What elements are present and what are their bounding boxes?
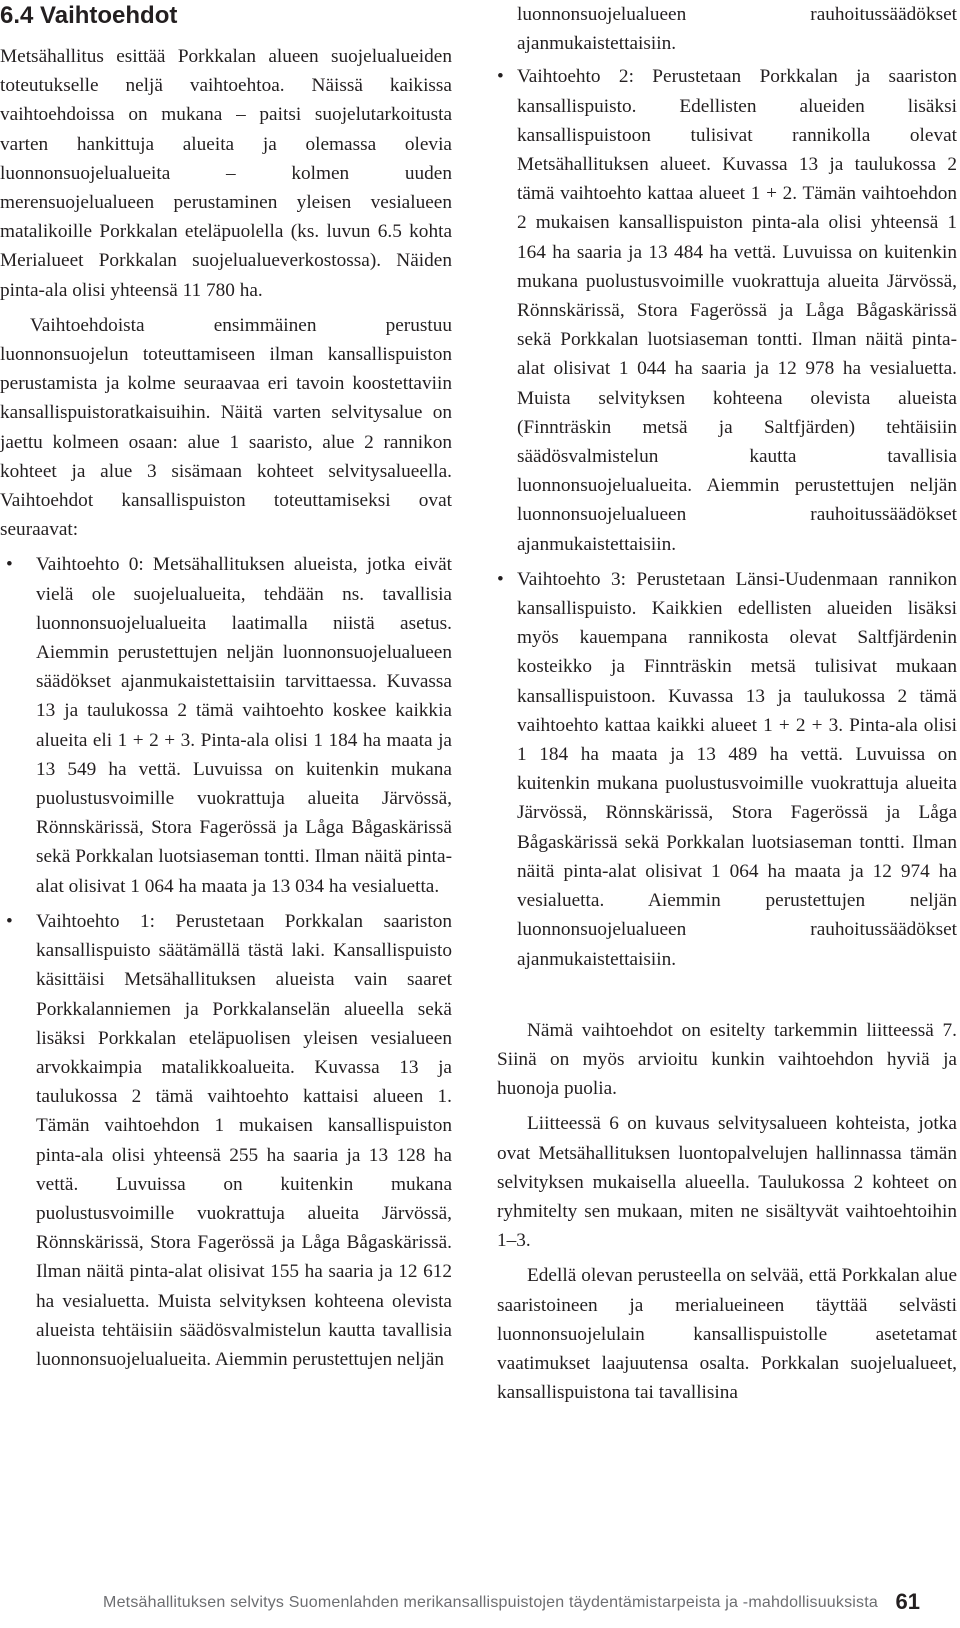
option-3-text: Vaihtoehto 3: Perustetaan Länsi-Uudenmaan rannikon kansallispuisto. Kaikkien edellisten alueiden lisäksi myös kauempana rannikosta olevat Saltfjärdenin kosteikko ja Finnträskin metsä tulisivat mukaan kansallispuistoon. Kuvassa 13 ja taulukossa 2 tämä vaihtoehto kattaa kaikki alueet 1 + 2 + 3. Pinta-ala olisi 1 184 ha maata ja 13 489 ha vettä. Luvuissa on kuitenkin mukana puolustusvoimille vuokrattuja alueita Järvössä, Rönnskärissä, Stora Fagerössä ja Låga Bågaskärissä sekä Porkkalan luotsiaseman tontti. Ilman näitä pinta-alat olisivat 1 064 ha maata ja 12 974 ha vesialuetta. Aiemmin perustettujen neljän luonnonsuojelualueen rauhoitussäädökset ajanmukaistettaisiin. bbox=[517, 568, 957, 970]
paragraph-conclusion: Edellä olevan perusteella on selvää, että Porkkalan alue saaristoineen ja merialueineen täyttää selvästi luonnonsuojelulain kansallispuistolle asetetamat vaatimukset laajuutensa osalta. Porkkalan suojelualueet, kansallispuistona tai tavallisina bbox=[497, 1265, 957, 1404]
bullet-icon: • bbox=[497, 66, 504, 88]
footer-publication-title: Metsähallituksen selvitys Suomenlahden merikansallispuistojen täydentämistarpeista ja -mahdollisuuksista bbox=[103, 1594, 878, 1611]
paragraph-appendix-6: Liitteessä 6 on kuvaus selvitysalueen kohteista, jotka ovat Metsähallituksen luontopalvelujen hallinnassa tämän selvityksen mukaisella alueella. Taulukossa 2 kohteet on ryhmitelty sen mukaan, miten ne sisältyvät vaihtoehtoihin 1–3. bbox=[497, 1113, 957, 1252]
option-3-item bbox=[497, 565, 957, 974]
bullet-icon: • bbox=[6, 910, 13, 932]
bullet-icon: • bbox=[497, 568, 504, 590]
option-2-item bbox=[497, 62, 957, 558]
section-heading: 6.4 Vaihtoehdot bbox=[0, 2, 178, 29]
page-number: 61 bbox=[895, 1589, 920, 1614]
page-footer bbox=[0, 1588, 960, 1618]
option-list-left bbox=[0, 550, 452, 1374]
option-1-item bbox=[0, 907, 452, 1374]
option-0-text: Vaihtoehto 0: Metsähallituksen alueista, jotka eivät vielä ole suojelualueita, tehdään ns. tavallisia luonnonsuojelualueita laatimalla niistä asetus. Aiemmin perustettujen neljän luonnonsuojelualueen säädökset ajanmukaistettaisiin tarvittaessa. Kuvassa 13 ja taulukossa 2 tämä vaihtoehto koskee kaikkia alueita eli 1 + 2 + 3. Pinta-ala olisi 1 184 ha maata ja 13 549 ha vettä. Luvuissa on kuitenkin mukana puolustusvoimille vuokrattuja alueita Järvössä, Rönnskärissä, Stora Fagerössä ja Låga Bågaskärissä sekä Porkkalan luotsiaseman tontti. Ilman näitä pinta-alat olisivat 1 064 ha maata ja 13 034 ha vesialuetta. bbox=[36, 554, 452, 897]
option-2-text: Vaihtoehto 2: Perustetaan Porkkalan ja saariston kansallispuisto. Edellisten alueiden lisäksi kansallispuistoon tulisivat rannikolla olevat Metsähallituksen alueet. Kuvassa 13 ja taulukossa 2 tämä vaihtoehto kattaa alueet 1 + 2. Tämän vaihtoehdon 2 mukaisen kansallispuiston pinta-ala olisi yhteensä 1 164 ha saaria ja 13 484 ha vettä. Luvuissa on kuitenkin mukana puolustusvoimille vuokrattuja alueita Järvössä, Rönnskärissä, Stora Fagerössä ja Låga Bågaskärissä sekä Porkkalan luotsiaseman tontti. Ilman näitä pinta-alat olisivat 1 044 ha saaria ja 12 978 ha vesialuetta. Muista selvityksen kohteena olevista alueista (Finnträskin metsä ja Saltfjärden) tehtäisiin säädösvalmistelun kautta tavallisia luonnonsuojelualueita. Aiemmin perustettujen neljän luonnonsuojelualueen rauhoitussäädökset ajanmukaistettaisiin. bbox=[517, 66, 957, 555]
paragraph-options-overview: Vaihtoehdoista ensimmäinen perustuu luonnonsuojelun toteuttamiseen ilman kansallispuiston perustamista ja kolme seuraavaa eri tavoin koostettaviin kansallispuistoratkaisuihin. Näitä varten selvitysalue on jaettu kolmeen osaan: alue 1 saaristo, alue 2 rannikon kohteet ja alue 3 sisämaan kohteet selvitysalueella. Vaihtoehdot kansallispuiston toteuttamiseksi ovat seuraavat: bbox=[0, 314, 452, 541]
bullet-icon: • bbox=[6, 554, 13, 576]
option-1-continuation: luonnonsuojelualueen rauhoitussäädökset ajanmukaistettaisiin. bbox=[517, 4, 957, 55]
option-list-right bbox=[497, 62, 957, 973]
option-0-item bbox=[0, 550, 452, 900]
right-column bbox=[497, 0, 957, 1413]
paragraph-appendix-7: Nämä vaihtoehdot on esitelty tarkemmin liitteessä 7. Siinä on myös arvioitu kunkin vaihtoehdon hyviä ja huonoja puolia. bbox=[497, 1019, 957, 1100]
left-column bbox=[0, 0, 452, 1380]
paragraph-intro: Metsähallitus esittää Porkkalan alueen suojelualueiden toteutukselle neljä vaihtoehtoa. Näissä kaikissa vaihtoehdoissa on mukana – paitsi suojelutarkoitusta varten hankittuja alueita ja olemassa olevia luonnonsuojelualueita – kolmen uuden merensuojelualueen perustaminen yleisen vesialueen matalikoille Porkkalan eteläpuolella (ks. luvun 6.5 kohta Merialueet Porkkalan suojelualueverkostossa). Näiden pinta-ala olisi yhteensä 11 780 ha. bbox=[0, 46, 452, 301]
option-1-text: Vaihtoehto 1: Perustetaan Porkkalan saariston kansallispuisto säätämällä tästä laki. Kansallispuisto käsittäisi Metsähallituksen alueista vain saaret Porkkalanniemen ja Porkkalanselän alueella sekä lisäksi Porkkalan eteläpuolisen yleisen vesialueen arvokkaimpia matalikkoalueita. Kuvassa 13 ja taulukossa 2 tämä vaihtoehto kattaisi alueen 1. Tämän vaihtoehdon 1 mukaisen kansallispuiston pinta-ala olisi yhteensä 255 ha saaria ja 13 128 ha vettä. Luvuissa on kuitenkin mukana puolustusvoimille vuokrattuja alueita Järvössä, Rönnskärissä, Stora Fagerössä ja Låga Bågaskärissä. Ilman näitä pinta-alat olisivat 155 ha saaria ja 12 612 ha vesialuetta. Muista selvityksen kohteena olevista alueista tehtäisiin säädösvalmistelun kautta tavallisia luonnonsuojelualueita. Aiemmin perustettujen neljän bbox=[36, 910, 452, 1370]
